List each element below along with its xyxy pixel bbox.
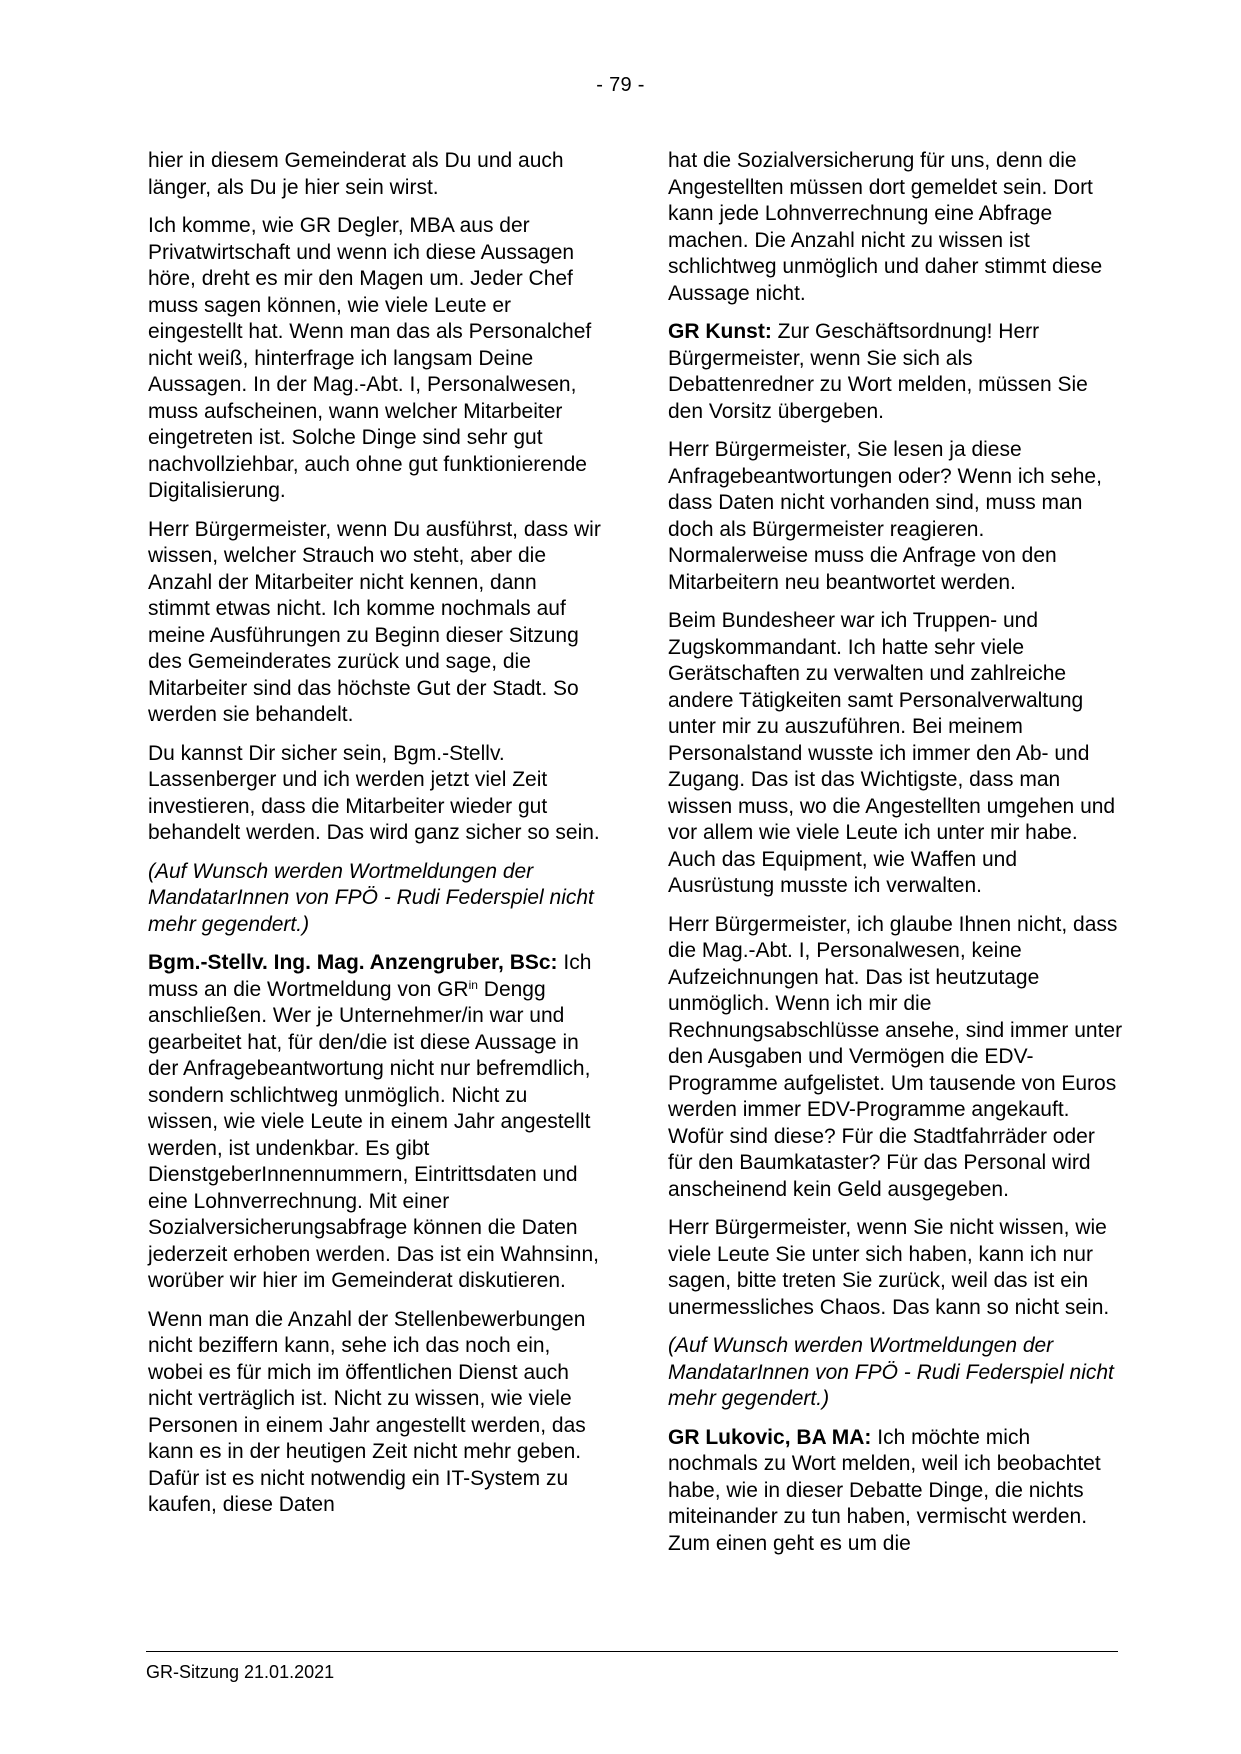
speaker-name: GR Lukovic, BA MA: [668,1425,872,1449]
footer-divider [146,1651,1118,1652]
paragraph: Herr Bürgermeister, ich glaube Ihnen nicht, dass die Mag.-Abt. I, Personalwesen, keine Aufzeichnungen hat. Das ist heutzutage unmöglich. Wenn ich mir die Rechnungsabschlüsse ansehe, sind immer unter den Ausgaben und Vermögen die EDV-Programme aufgelistet. Um tausende von Euros werden immer EDV-Programme angekauft. Wofür sind diese? Für die Stadtfahrräder oder für den Baumkataster? Für das Personal wird anscheinend kein Geld ausgegeben. [668,912,1123,1201]
paragraph: Ich komme, wie GR Degler, MBA aus der Privatwirtschaft und wenn ich diese Aussagen höre, dreht es mir den Magen um. Jeder Chef muss sagen können, wie viele Leute er eingestellt hat. Wenn man das als Personalchef nicht weiß, hinterfrage ich langsam Deine Aussagen. In der Mag.-Abt. I, Personalwesen, muss aufscheinen, wann welcher Mitarbeiter eingetreten ist. Solche Dinge sind sehr gut nachvollziehbar, auch ohne gut funktionierende Digitalisierung. [148,214,592,502]
right-column [668,148,1123,1569]
page-number: - 79 - [596,74,645,96]
speech-kunst [668,319,1123,425]
paragraph: Beim Bundesheer war ich Truppen- und Zugskommandant. Ich hatte sehr viele Gerätschaften zu verwalten und zahlreiche andere Tätigkeiten samt Personalverwaltung unter mir zu auszuführen. Bei meinem Personalstand wusste ich immer den Ab- und Zugang. Das ist das Wichtigste, dass man wissen muss, wo die Angestellten umgehen und vor allem wie viele Leute ich unter mir habe. Auch das Equipment, wie Waffen und Ausrüstung musste ich verwalten. [668,609,1116,897]
superscript: in [468,977,478,992]
speech-anzengruber [148,950,603,1295]
paragraph: Herr Bürgermeister, Sie lesen ja diese Anfragebeantwortungen oder? Wenn ich sehe, dass Daten nicht vorhanden sind, muss man doch als Bürgermeister reagieren. Normalerweise muss die Anfrage von den Mitarbeitern neu beantwortet werden. [668,438,1102,594]
paragraph: Du kannst Dir sicher sein, Bgm.-Stellv. Lassenberger und ich werden jetzt viel Zeit investieren, dass die Mitarbeiter wieder gut behandelt werden. Das wird ganz sicher so sein. [148,741,600,844]
editorial-note: (Auf Wunsch werden Wortmeldungen der MandatarInnen von FPÖ - Rudi Federspiel nicht mehr gegendert.) [148,859,594,936]
speaker-name: GR Kunst: [668,320,772,343]
speaker-name: Bgm.-Stellv. Ing. Mag. Anzengruber, BSc: [148,951,558,974]
paragraph: hat die Sozialversicherung für uns, denn die Angestellten müssen dort gemeldet sein. Dort kann jede Lohnverrechnung eine Abfrage machen. Die Anzahl nicht zu wissen ist schlichtweg unmöglich und daher stimmt diese Aussage nicht. [668,149,1103,305]
paragraph: hier in diesem Gemeinderat als Du und auch länger, als Du je hier sein wirst. [148,149,564,199]
speech-text: Zur Geschäftsordnung! Herr Bürgermeister, wenn Sie sich als Debattenredner zu Wort melden, müssen Sie den Vorsitz übergeben. [668,320,1088,423]
footer-session-date: GR-Sitzung 21.01.2021 [146,1662,335,1682]
paragraph: Herr Bürgermeister, wenn Du ausführst, dass wir wissen, welcher Strauch wo steht, aber die Anzahl der Mitarbeiter nicht kennen, dann stimmt etwas nicht. Ich komme nochmals auf meine Ausführungen zu Beginn dieser Sitzung des Gemeinderates zurück und sage, die Mitarbeiter sind das höchste Gut der Stadt. So werden sie behandelt. [148,517,601,726]
paragraph: Wenn man die Anzahl der Stellenbewerbungen nicht beziffern kann, sehe ich das noch ein, wobei es für mich im öffentlichen Dienst auch nicht verträglich ist. Nicht zu wissen, wie viele Personen in einem Jahr angestellt werden, das kann es in der heutigen Zeit nicht mehr geben. Dafür ist es nicht notwendig ein IT-System zu kaufen, diese Daten [148,1307,586,1516]
speech-text: Ich möchte mich nochmals zu Wort melden, weil ich beobachtet habe, wie in dieser Debatte Dinge, die nichts miteinander zu tun haben, vermischt werden. Zum einen geht es um die [668,1425,1101,1555]
speech-lukovic [668,1425,1123,1558]
speech-text: Ich muss an die Wortmeldung von GR [148,951,592,1001]
left-column [148,148,603,1531]
editorial-note: (Auf Wunsch werden Wortmeldungen der MandatarInnen von FPÖ - Rudi Federspiel nicht mehr gegendert.) [668,1334,1114,1410]
paragraph: Herr Bürgermeister, wenn Sie nicht wissen, wie viele Leute Sie unter sich haben, kann ich nur sagen, bitte treten Sie zurück, weil das ist ein unermessliches Chaos. Das kann so nicht sein. [668,1216,1110,1319]
speech-text: Dengg anschließen. Wer je Unternehmer/in war und gearbeitet hat, für den/die ist diese Aussage in der Anfragebeantwortung nicht nur befremdlich, sondern schlichtweg unmöglich. Nicht zu wissen, wie viele Leute in einem Jahr angestellt werden, ist undenkbar. Es gibt DienstgeberInnennummern, Eintrittsdaten und eine Lohnverrechnung. Mit einer Sozialversicherungsabfrage können die Daten jederzeit erhoben werden. Das ist ein Wahnsinn, worüber wir hier im Gemeinderat diskutieren. [148,977,599,1292]
